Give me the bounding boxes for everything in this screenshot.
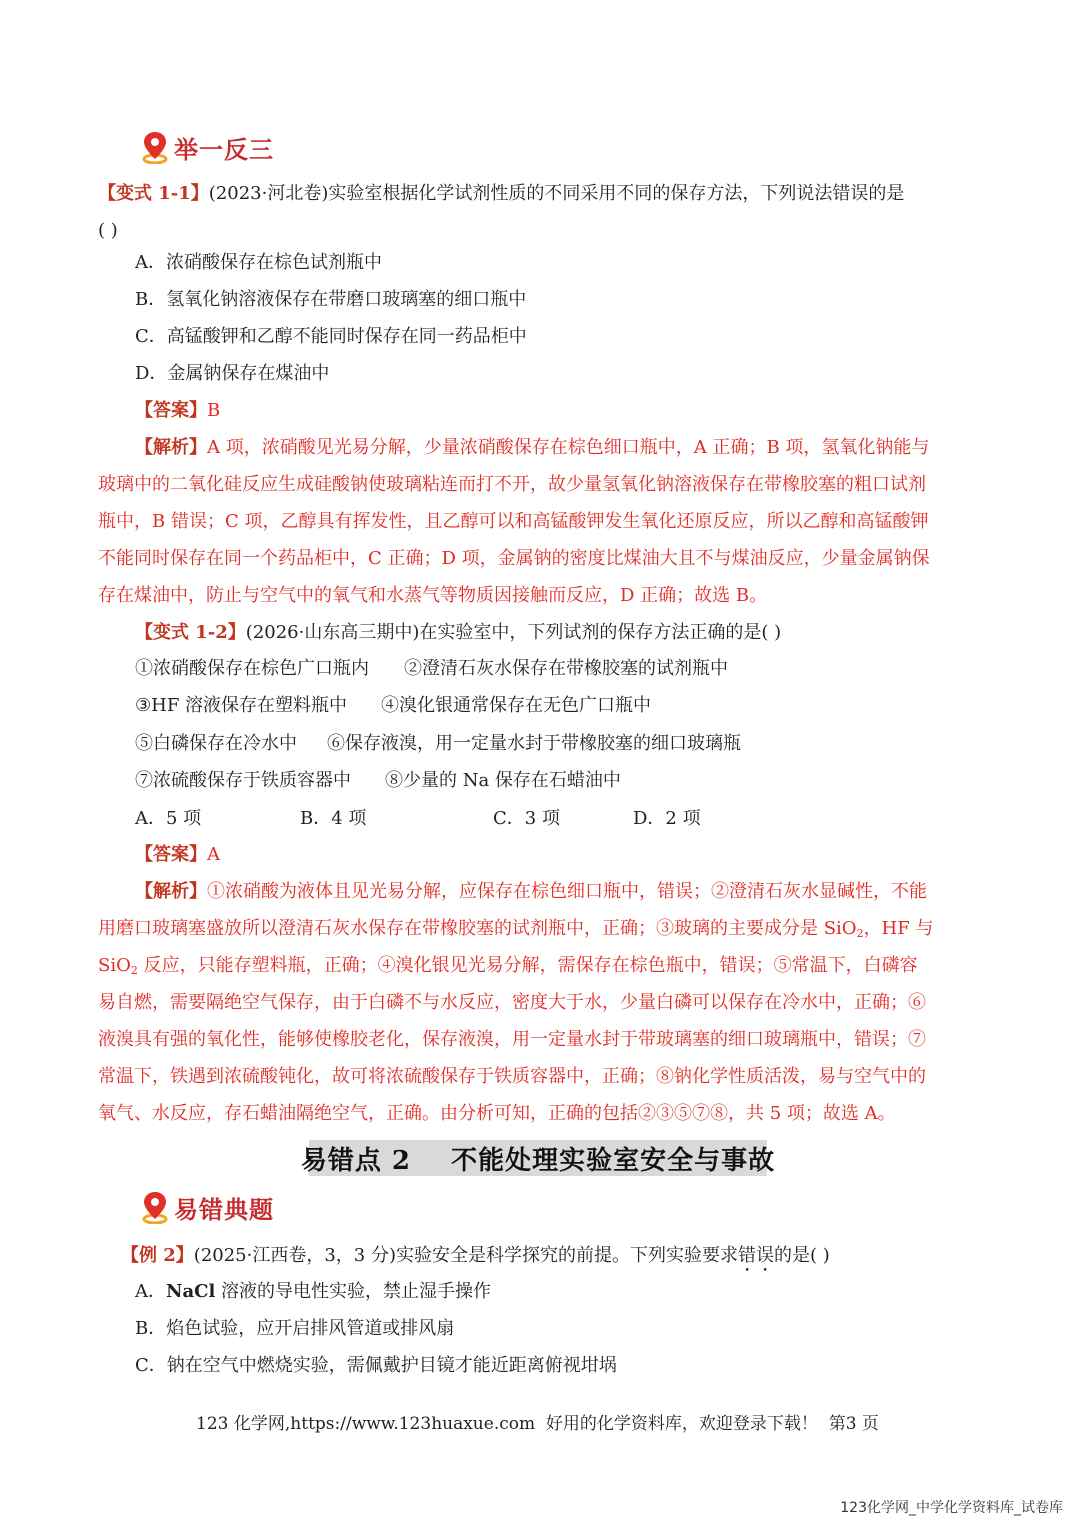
option-b: B．氢氧化钠溶液保存在带磨口玻璃塞的细口瓶中 xyxy=(135,289,527,310)
question-text: 的是( ) xyxy=(774,1245,830,1266)
option-d: D．2 项 xyxy=(633,808,701,829)
option-c: C．3 项 xyxy=(493,808,560,829)
analysis-tag: 【解析】 xyxy=(135,437,207,458)
analysis-text: SiO xyxy=(98,955,131,976)
question-tag: 【例 2】 xyxy=(121,1245,194,1266)
analysis-line xyxy=(135,881,927,903)
statement-item: ⑤白磷保存在冷水中 xyxy=(135,733,297,754)
option-text: 溶液的导电性实验，禁止湿手操作 xyxy=(215,1281,492,1302)
subscript: 2 xyxy=(856,927,864,940)
watermark: 123化学网_中学化学资料库_试卷库 xyxy=(840,1500,1063,1516)
question-tag: 【变式 1-2】 xyxy=(135,622,246,643)
analysis-line xyxy=(135,437,929,459)
subscript: 2 xyxy=(130,964,138,977)
section-heading-typical xyxy=(140,1190,274,1224)
emphasized-word: 错误 xyxy=(738,1245,774,1266)
question-text: (2025·江西卷，3，3 分)实验安全是科学探究的前提。下列实验要求 xyxy=(193,1245,738,1266)
page-footer: 123 化学网,https://www.123huaxue.com 好用的化学资料库，欢迎登录下载！ 第3 页 xyxy=(196,1414,879,1434)
option-a: A．浓硝酸保存在棕色试剂瓶中 xyxy=(135,252,382,273)
option-a: A．5 项 xyxy=(135,808,202,829)
statement-item: ⑧少量的 Na 保存在石蜡油中 xyxy=(385,770,621,791)
analysis-text: ①浓硝酸为液体且见光易分解，应保存在棕色细口瓶中，错误；②澄清石灰水显碱性，不能 xyxy=(207,881,927,902)
option-a xyxy=(135,1281,491,1303)
analysis-line: 存在煤油中，防止与空气中的氧气和水蒸气等物质因接触而反应，D 正确；故选 B。 xyxy=(98,585,768,606)
answer-line xyxy=(135,400,220,422)
section-title: 举一反三 xyxy=(174,135,274,164)
answer-tag: 【答案】 xyxy=(135,844,207,865)
formula: NaCl xyxy=(166,1281,216,1302)
analysis-text: ，HF 与 xyxy=(863,918,934,939)
analysis-line: 不能同时保存在同一个药品柜中，C 正确；D 项，金属钠的密度比煤油大且不与煤油反应，少量金属钠保 xyxy=(98,548,930,569)
section-title: 易错典题 xyxy=(174,1195,274,1224)
analysis-line xyxy=(98,918,933,940)
answer-line xyxy=(135,844,220,866)
section-heading-variants xyxy=(140,130,274,164)
answer-tag: 【答案】 xyxy=(135,400,207,421)
option-c: C．高锰酸钾和乙醇不能同时保存在同一药品柜中 xyxy=(135,326,527,347)
question-text: (2023·河北卷)实验室根据化学试剂性质的不同采用不同的保存方法，下列说法错误的是 xyxy=(208,183,905,204)
analysis-text: 反应，只能存塑料瓶，正确；④溴化银见光易分解，需保存在棕色瓶中，错误；⑤常温下，白磷容 xyxy=(137,955,918,976)
analysis-line: 常温下，铁遇到浓硫酸钝化，故可将浓硫酸保存于铁质容器中，正确；⑧钠化学性质活泼，易与空气中的 xyxy=(98,1066,926,1087)
analysis-line xyxy=(98,955,918,977)
topic-heading-bar xyxy=(300,1140,776,1176)
analysis-line: 玻璃中的二氧化硅反应生成硅酸钠使玻璃粘连而打不开，故少量氢氧化钠溶液保存在带橡胶塞的粗口试剂 xyxy=(98,474,926,495)
answer-paren: ( ) xyxy=(98,220,118,241)
statement-item: ③HF 溶液保存在塑料瓶中 xyxy=(135,695,348,716)
option-letter: A． xyxy=(135,1281,166,1302)
statement-item: ②澄清石灰水保存在带橡胶塞的试剂瓶中 xyxy=(404,658,728,679)
answer-value: B xyxy=(207,400,221,421)
question-stem xyxy=(98,183,904,205)
option-c: C．钠在空气中燃烧实验，需佩戴护目镜才能近距离俯视坩埚 xyxy=(135,1355,617,1376)
question-tag: 【变式 1-1】 xyxy=(98,183,209,204)
option-b: B．4 项 xyxy=(300,808,367,829)
option-d: D．金属钠保存在煤油中 xyxy=(135,363,330,384)
analysis-line: 液溴具有强的氧化性，能够使橡胶老化，保存液溴，用一定量水封于带玻璃塞的细口玻璃瓶中，错误；⑦ xyxy=(98,1029,926,1050)
statement-item: ⑦浓硫酸保存于铁质容器中 xyxy=(135,770,351,791)
location-pin-icon xyxy=(140,130,170,164)
answer-value: A xyxy=(207,844,220,865)
option-b: B．焰色试验，应开启排风管道或排风扇 xyxy=(135,1318,455,1339)
statement-item: ①浓硝酸保存在棕色广口瓶内 xyxy=(135,658,369,679)
analysis-line: 瓶中，B 错误；C 项，乙醇具有挥发性，且乙醇可以和高锰酸钾发生氧化还原反应，所以乙醇和高锰酸钾 xyxy=(98,511,929,532)
analysis-tag: 【解析】 xyxy=(135,881,207,902)
analysis-text: 用磨口玻璃塞盛放所以澄清石灰水保存在带橡胶塞的试剂瓶中，正确；③玻璃的主要成分是 SiO xyxy=(98,918,857,939)
location-pin-icon xyxy=(140,1190,170,1224)
statement-item: ⑥保存液溴，用一定量水封于带橡胶塞的细口玻璃瓶 xyxy=(327,733,741,754)
statement-item: ④溴化银通常保存在无色广口瓶中 xyxy=(381,695,651,716)
analysis-text: A 项，浓硝酸见光易分解，少量浓硝酸保存在棕色细口瓶中，A 正确；B 项，氢氧化钠能与 xyxy=(207,437,930,458)
topic-heading: 易错点 2 不能处理实验室安全与事故 xyxy=(300,1145,776,1176)
analysis-line: 氧气、水反应，存石蜡油隔绝空气，正确。由分析可知，正确的包括②③⑤⑦⑧，共 5 项；故选 A。 xyxy=(98,1103,896,1124)
question-text: (2026·山东高三期中)在实验室中，下列试剂的保存方法正确的是( ) xyxy=(245,622,782,643)
analysis-line: 易自燃，需要隔绝空气保存，由于白磷不与水反应，密度大于水，少量白磷可以保存在冷水中，正确；⑥ xyxy=(98,992,926,1013)
question-stem xyxy=(121,1245,830,1276)
question-stem xyxy=(135,622,781,644)
